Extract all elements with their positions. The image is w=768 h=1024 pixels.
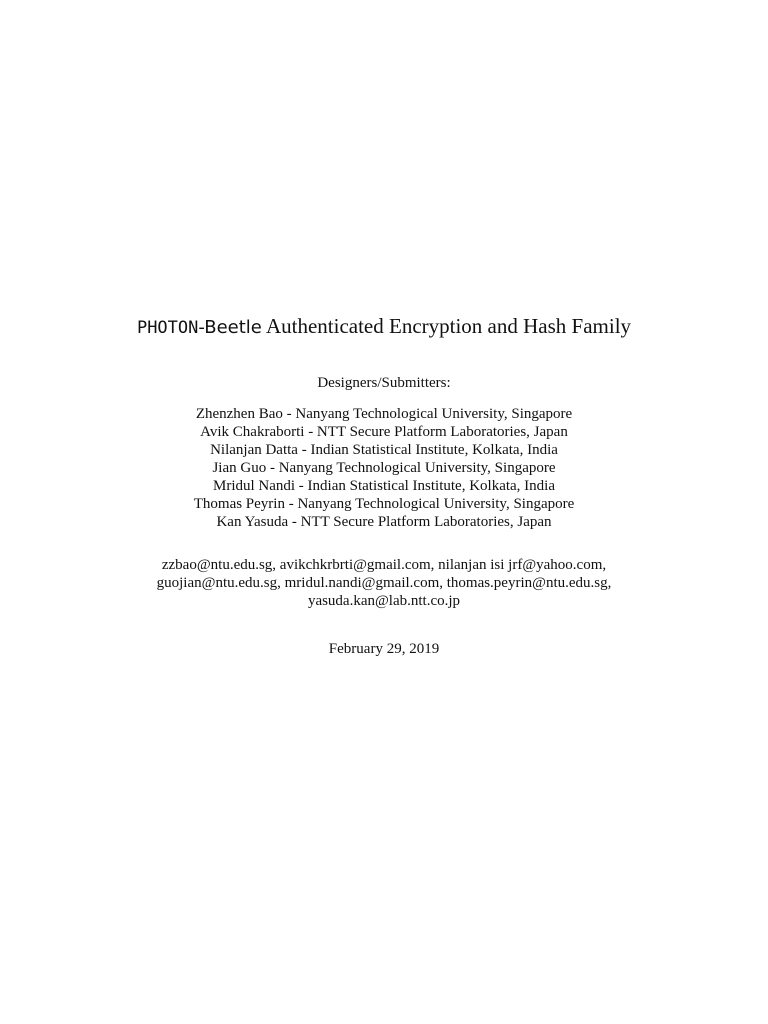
email-list bbox=[0, 556, 768, 610]
document-date: February 29, 2019 bbox=[328, 641, 440, 657]
email-line: guojian@ntu.edu.sg, mridul.nandi@gmail.com, thomas.peyrin@ntu.edu.sg, bbox=[156, 575, 612, 591]
author-line: Nilanjan Datta - Indian Statistical Institute, Kolkata, India bbox=[210, 442, 558, 458]
author-line: Avik Chakraborti - NTT Secure Platform Laboratories, Japan bbox=[200, 424, 568, 440]
email-line: yasuda.kan@lab.ntt.co.jp bbox=[307, 593, 461, 609]
title-photon: PHOTON bbox=[136, 318, 199, 338]
author-list bbox=[0, 405, 768, 531]
title-rest: Authenticated Encryption and Hash Family bbox=[261, 314, 632, 338]
author-line: Zhenzhen Bao - Nanyang Technological University, Singapore bbox=[195, 406, 573, 422]
author-line: Mridul Nandi - Indian Statistical Institute, Kolkata, India bbox=[212, 478, 555, 494]
designers-heading: Designers/Submitters: bbox=[317, 375, 451, 391]
author-line: Thomas Peyrin - Nanyang Technological University, Singapore bbox=[193, 496, 575, 512]
document-title bbox=[0, 312, 768, 342]
email-line: zzbao@ntu.edu.sg, avikchkrbrti@gmail.com, nilanjan isi jrf@yahoo.com, bbox=[161, 557, 607, 573]
author-line: Kan Yasuda - NTT Secure Platform Laboratories, Japan bbox=[216, 514, 552, 530]
author-line: Jian Guo - Nanyang Technological University, Singapore bbox=[212, 460, 556, 476]
title-beetle: -Beetle bbox=[198, 317, 262, 338]
